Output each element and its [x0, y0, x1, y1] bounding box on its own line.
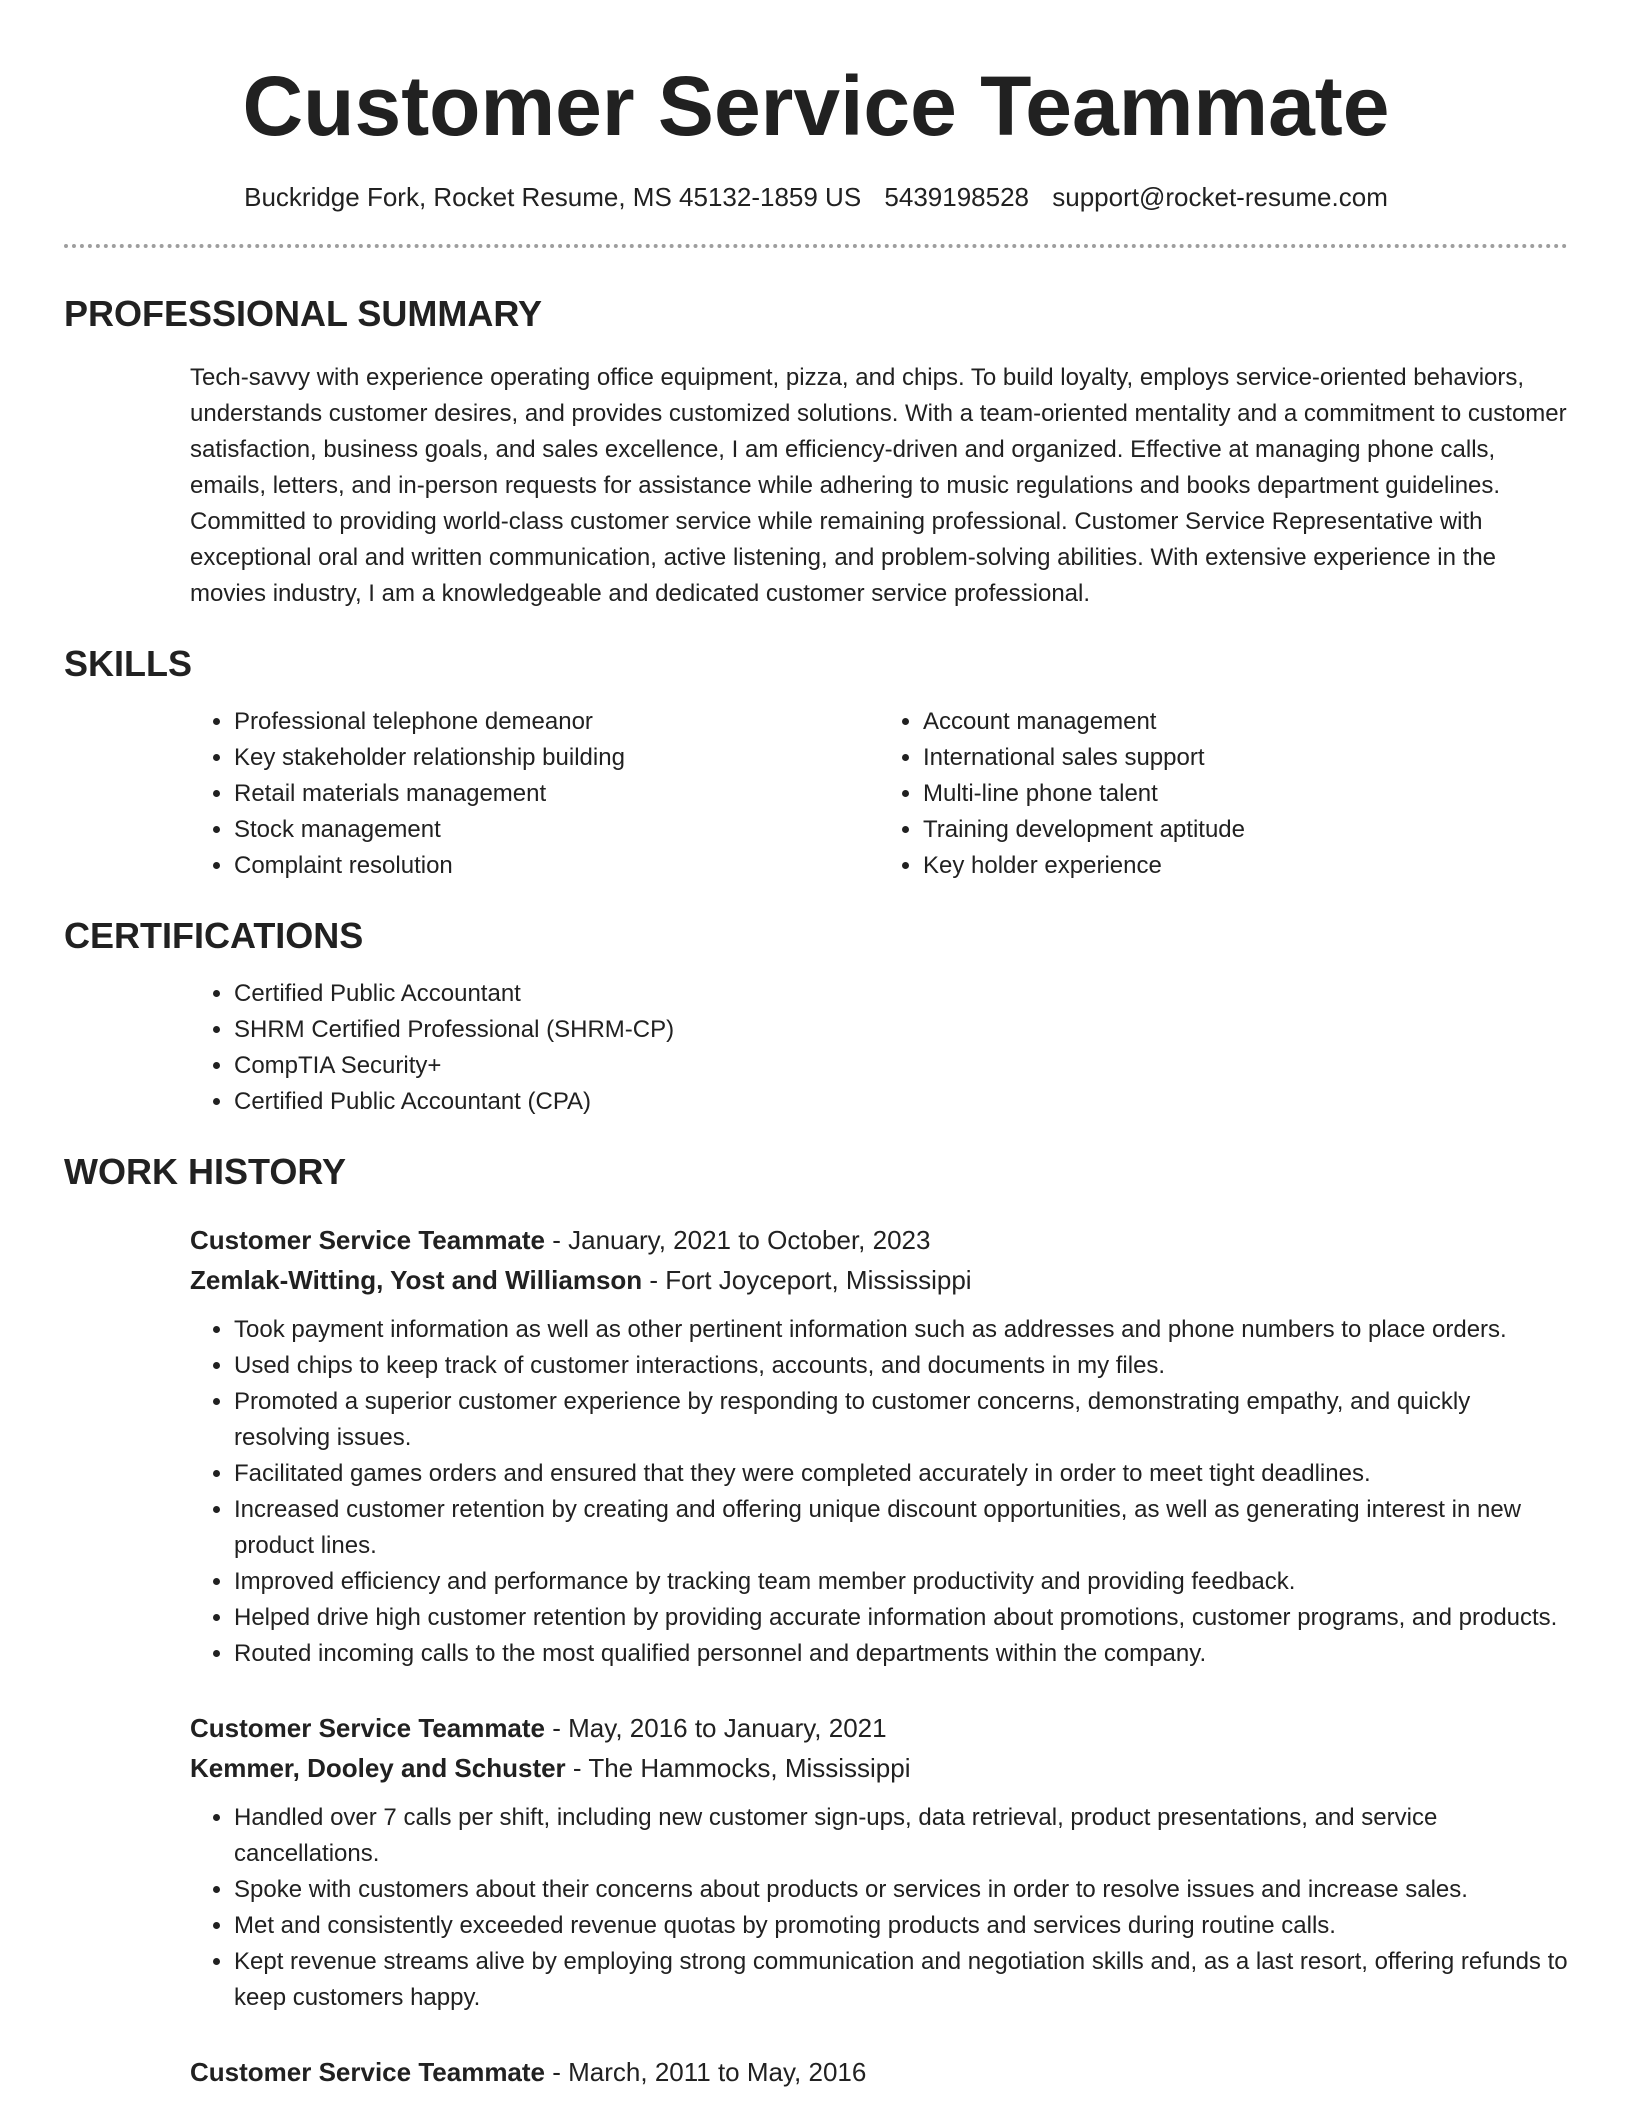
job-bullet: • Improved efficiency and performance by tracking team member productivity and providing feedback. — [234, 1564, 1568, 1600]
job-location: - Fort Joyceport, Mississippi — [649, 1265, 972, 1295]
job-bullet: • Promoted a superior customer experience by responding to customer concerns, demonstrating empathy, and quickly resolving issues. — [234, 1384, 1568, 1456]
job-dates: - March, 2011 to May, 2016 — [552, 2057, 867, 2087]
job-location: - The Hammocks, Mississippi — [572, 1753, 911, 1783]
job-title-line — [190, 1220, 1568, 1260]
certification-item: • CompTIA Security+ — [234, 1048, 1568, 1084]
certifications-list — [190, 976, 1568, 1120]
job-title-line — [190, 2052, 1568, 2092]
summary-body — [64, 360, 1568, 612]
skill-item: • Key holder experience — [923, 848, 1568, 884]
skill-item: • Stock management — [234, 812, 879, 848]
summary-heading: PROFESSIONAL SUMMARY — [64, 293, 543, 334]
job-bullet: • Met and consistently exceeded revenue quotas by promoting products and services during routine calls. — [234, 1908, 1568, 1944]
job-entry — [64, 1220, 1568, 1672]
job-title: Customer Service Teammate — [190, 2057, 546, 2087]
job-dates: - May, 2016 to January, 2021 — [552, 1713, 887, 1743]
certifications-heading: CERTIFICATIONS — [64, 915, 364, 956]
summary-text: Tech-savvy with experience operating office equipment, pizza, and chips. To build loyalty, employs service-oriented behaviors, understands customer desires, and provides customized solutions. With a team-oriented mentality and a commitment to customer satisfaction, business goals, and sales excellence, I am efficiency-driven and organized. Effective at managing phone calls, emails, letters, and in-person requests for assistance while adhering to music regulations and books department guidelines. Committed to providing world-class customer service while remaining professional. Customer Service Representative with exceptional oral and written communication, active listening, and problem-solving abilities. With extensive experience in the movies industry, I am a knowledgeable and dedicated customer service professional. — [190, 364, 1567, 607]
skill-item: • Professional telephone demeanor — [234, 704, 879, 740]
certifications-body — [64, 976, 1568, 1120]
skills-section — [64, 642, 1568, 884]
certification-item: • Certified Public Accountant (CPA) — [234, 1084, 1568, 1120]
job-bullet: • Routed incoming calls to the most qualified personnel and departments within the company. — [234, 1636, 1568, 1672]
job-entry — [64, 1708, 1568, 2016]
job-bullet: • Increased customer retention by creating and offering unique discount opportunities, as well as generating interest in new product lines. — [234, 1492, 1568, 1564]
skill-item: • International sales support — [923, 740, 1568, 776]
skill-item: • Account management — [923, 704, 1568, 740]
header-divider — [64, 244, 1568, 248]
job-bullet: • Took payment information as well as other pertinent information such as addresses and phone numbers to place orders. — [234, 1312, 1568, 1348]
job-company-line — [190, 1260, 1568, 1300]
skills-columns — [64, 704, 1568, 884]
skill-item: • Retail materials management — [234, 776, 879, 812]
contact-phone: 5439198528 — [884, 182, 1030, 212]
job-title-line — [190, 1708, 1568, 1748]
job-bullet: • Kept revenue streams alive by employing strong communication and negotiation skills and, as a last resort, offering refunds to keep customers happy. — [234, 1944, 1568, 2016]
job-bullets — [190, 1800, 1568, 2016]
job-title: Customer Service Teammate — [190, 1713, 546, 1743]
contact-line — [64, 180, 1568, 214]
resume-name: Customer Service Teammate — [242, 59, 1390, 153]
certification-item: • Certified Public Accountant — [234, 976, 1568, 1012]
job-bullet: • Used chips to keep track of customer interactions, accounts, and documents in my files. — [234, 1348, 1568, 1384]
job-bullet: • Spoke with customers about their concerns about products or services in order to resolve issues and increase sales. — [234, 1872, 1568, 1908]
job-entry — [64, 2052, 1568, 2092]
job-bullet: • Facilitated games orders and ensured that they were completed accurately in order to meet tight deadlines. — [234, 1456, 1568, 1492]
job-dates: - January, 2021 to October, 2023 — [552, 1225, 931, 1255]
skill-item: • Complaint resolution — [234, 848, 879, 884]
job-company: Kemmer, Dooley and Schuster — [190, 1753, 566, 1783]
job-bullet: • Helped drive high customer retention by providing accurate information about promotions, customer programs, and products. — [234, 1600, 1568, 1636]
certifications-section — [64, 914, 1568, 1120]
job-bullets — [190, 1312, 1568, 1672]
skill-item: • Multi-line phone talent — [923, 776, 1568, 812]
contact-email: support@rocket-resume.com — [1052, 182, 1388, 212]
skills-list-left — [190, 704, 879, 884]
skills-heading: SKILLS — [64, 643, 193, 684]
job-bullet: • Handled over 7 calls per shift, including new customer sign-ups, data retrieval, product presentations, and service cancellations. — [234, 1800, 1568, 1872]
work-history-section — [64, 1150, 1568, 2092]
job-company: Zemlak-Witting, Yost and Williamson — [190, 1265, 643, 1295]
contact-address: Buckridge Fork, Rocket Resume, MS 45132-1859 US — [244, 182, 862, 212]
skills-list-right — [879, 704, 1568, 884]
job-title: Customer Service Teammate — [190, 1225, 546, 1255]
job-company-line — [190, 1748, 1568, 1788]
work-history-heading: WORK HISTORY — [64, 1151, 347, 1192]
certification-item: • SHRM Certified Professional (SHRM-CP) — [234, 1012, 1568, 1048]
skill-item: • Key stakeholder relationship building — [234, 740, 879, 776]
skill-item: • Training development aptitude — [923, 812, 1568, 848]
